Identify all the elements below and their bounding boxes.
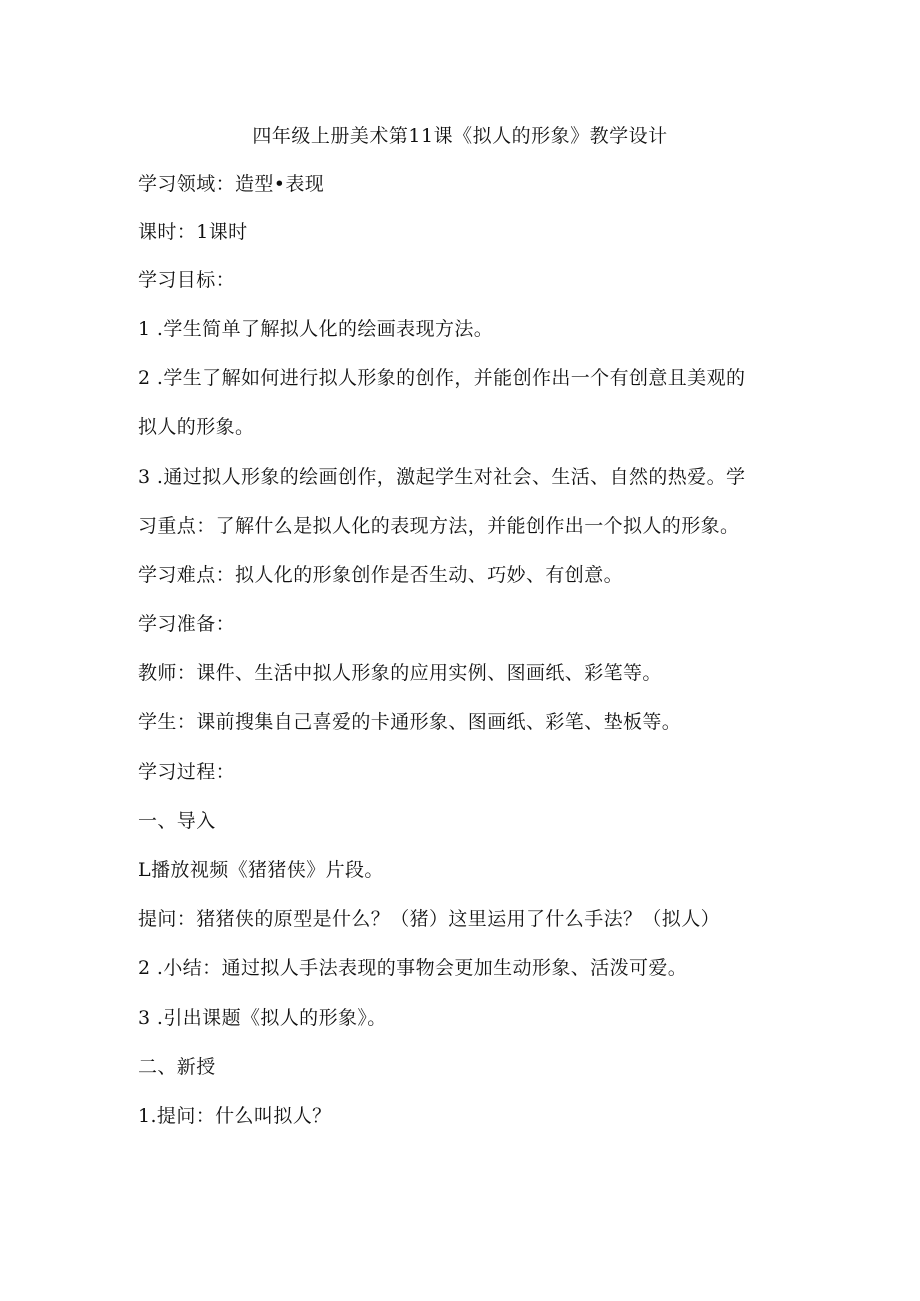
text-line-class-hours: 课时：1课时 [138, 221, 248, 243]
text-line-section-new: 二、新授 [138, 1056, 216, 1078]
text-line-key-points: 习重点：了解什么是拟人化的表现方法，并能创作出一个拟人的形象。 [138, 515, 740, 537]
text-line-new-question: 1.提问：什么叫拟人？ [138, 1105, 332, 1127]
text-line-objective-3: 3 .通过拟人形象的绘画创作，激起学生对社会、生活、自然的热爱。学 [138, 466, 746, 488]
text-line-learning-domain: 学习领域：造型•表现 [138, 173, 325, 195]
text-line-summary: 2 .小结：通过拟人手法表现的事物会更加生动形象、活泼可爱。 [138, 957, 688, 979]
text-line-objective-2: 2 .学生了解如何进行拟人形象的创作，并能创作出一个有创意且美观的 [138, 367, 746, 389]
text-line-objective-2-cont: 拟人的形象。 [138, 416, 255, 438]
text-line-teacher-prep: 教师：课件、生活中拟人形象的应用实例、图画纸、彩笔等。 [138, 662, 662, 684]
text-line-student-prep: 学生：课前搜集自己喜爱的卡通形象、图画纸、彩笔、垫板等。 [138, 711, 682, 733]
text-line-process-heading: 学习过程： [138, 761, 236, 783]
text-line-difficulties: 学习难点：拟人化的形象创作是否生动、巧妙、有创意。 [138, 564, 624, 586]
text-line-play-video: L播放视频《猪猪侠》片段。 [138, 859, 384, 881]
text-line-preparation-heading: 学习准备： [138, 613, 236, 635]
text-line-introduce-topic: 3 .引出课题《拟人的形象》。 [138, 1007, 387, 1029]
text-line-objective-1: 1 .学生简单了解拟人化的绘画表现方法。 [138, 318, 494, 340]
text-line-question: 提问：猪猪侠的原型是什么？（猪）这里运用了什么手法？（拟人） [138, 908, 721, 930]
text-line-objectives-heading: 学习目标： [138, 269, 236, 291]
text-line-section-intro: 一、导入 [138, 810, 216, 832]
document-title: 四年级上册美术第11课《拟人的形象》教学设计 [252, 125, 668, 147]
